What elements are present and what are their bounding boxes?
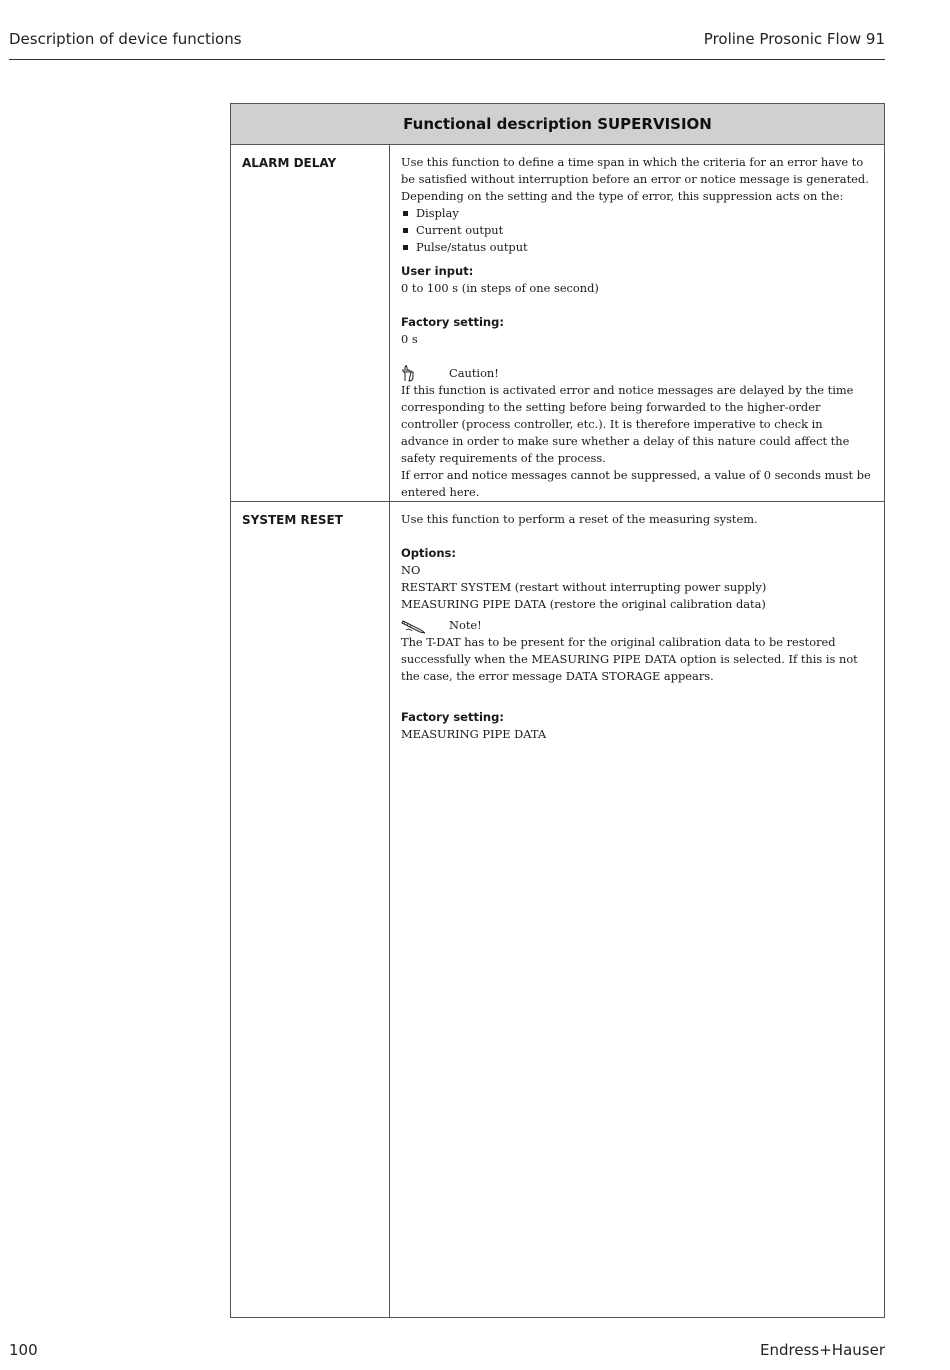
table-row-alarm-delay — [231, 145, 884, 502]
table-title: Functional description SUPERVISION — [231, 104, 884, 145]
function-description — [390, 145, 884, 501]
factory-setting-label: Factory setting: — [401, 315, 504, 329]
options-label: Options: — [401, 546, 456, 560]
caution-label: Caution! — [449, 366, 499, 380]
option-item: RESTART SYSTEM (restart without interrupting power supply) — [401, 580, 767, 594]
caution-heading — [401, 365, 873, 382]
factory-setting-value: MEASURING PIPE DATA — [401, 727, 547, 741]
header-rule — [9, 59, 885, 60]
function-name: SYSTEM RESET — [231, 502, 390, 1317]
user-input-value: 0 to 100 s (in steps of one second) — [401, 281, 599, 295]
factory-setting-value: 0 s — [401, 332, 418, 346]
factory-setting-label: Factory setting: — [401, 710, 504, 724]
description-text: Depending on the setting and the type of error, this suppression acts on the: — [401, 189, 844, 203]
list-item: Pulse/status output — [401, 239, 873, 256]
function-table — [230, 103, 885, 1318]
page-number: 100 — [9, 1341, 38, 1359]
bullet-list — [401, 205, 873, 256]
running-header-left: Description of device functions — [9, 30, 242, 48]
footer-brand: Endress+Hauser — [760, 1341, 885, 1359]
function-name: ALARM DELAY — [231, 145, 390, 501]
note-pencil-icon — [401, 617, 449, 634]
description-text: Use this function to perform a reset of the measuring system. — [401, 512, 758, 526]
running-header-right: Proline Prosonic Flow 91 — [703, 30, 885, 48]
note-label: Note! — [449, 618, 482, 632]
note-heading — [401, 617, 873, 634]
list-item: Display — [401, 205, 873, 222]
description-text: Use this function to define a time span in which the criteria for an error have to be satisfied without interruption before an error or notice message is generated. — [401, 155, 869, 186]
table-row-system-reset — [231, 502, 884, 1317]
user-input-label: User input: — [401, 264, 474, 278]
list-item: Current output — [401, 222, 873, 239]
note-text: The T-DAT has to be present for the original calibration data to be restored successfully when the MEASURING PIPE DATA option is selected. If this is not the case, the error message DATA STORAGE appears. — [401, 635, 858, 683]
function-description — [390, 502, 884, 1317]
option-item: NO — [401, 563, 421, 577]
caution-text: If error and notice messages cannot be suppressed, a value of 0 seconds must be entered here. — [401, 468, 871, 499]
option-item: MEASURING PIPE DATA (restore the original calibration data) — [401, 597, 766, 611]
caution-text: If this function is activated error and notice messages are delayed by the time corresponding to the setting before being forwarded to the higher-order controller (process controller, etc.). It is therefore imperative to check in advance in order to make sure whether a delay of this nature could affect the safety requirements of the process. — [401, 383, 854, 465]
caution-hand-icon — [401, 365, 449, 382]
